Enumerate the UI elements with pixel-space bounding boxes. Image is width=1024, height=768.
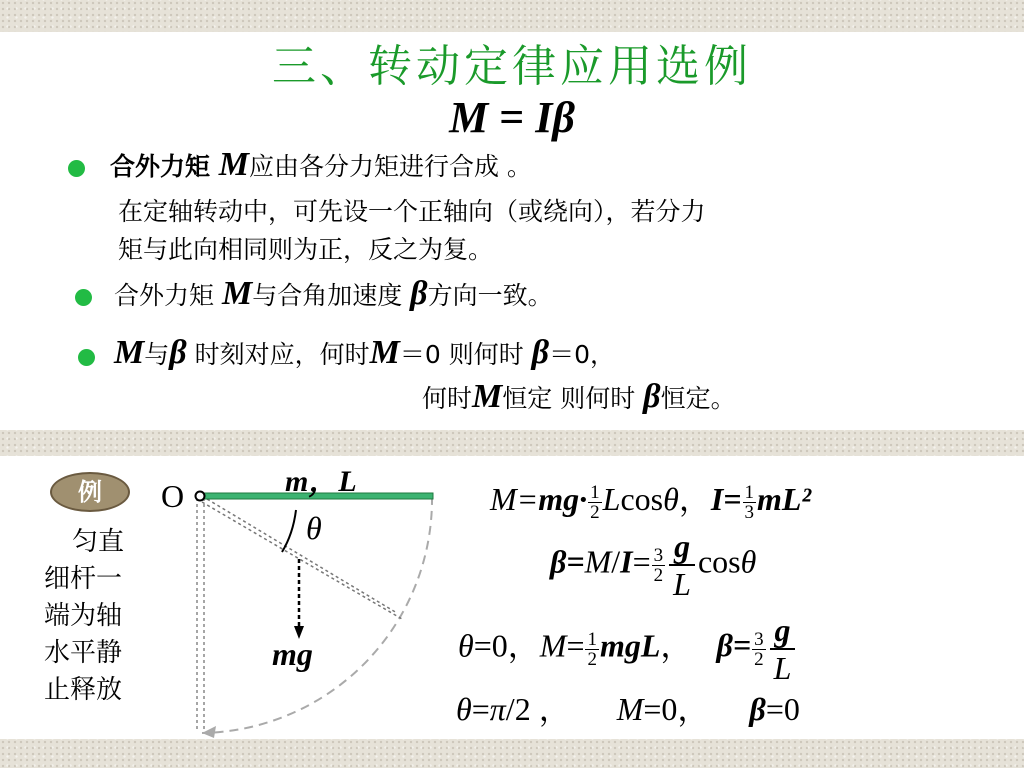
eq1-l: L: [602, 481, 621, 517]
eq3-eq: =: [566, 627, 585, 664]
eq1-frac-den: 2: [590, 502, 600, 524]
eq3-eq0: =0，: [473, 627, 540, 664]
top-texture-band: [0, 0, 1024, 32]
bullet-2-var-beta: β: [410, 275, 428, 312]
eq1-frac-num: 1: [590, 482, 600, 504]
example-description: [44, 524, 124, 709]
eq3-frac2-num: 3: [754, 628, 764, 650]
bullet-2-text-b: 与合角加速度: [252, 281, 411, 310]
eq1-frac2-num: 1: [744, 482, 755, 504]
desc-line-3: 端为轴: [44, 601, 123, 631]
eq4-eq0b: =0: [765, 691, 800, 727]
eq1-comma: ，: [678, 481, 711, 517]
eq2-frac-num: 3: [653, 544, 664, 566]
example-badge: 例: [50, 472, 130, 512]
formula-rhs-i: I: [535, 93, 553, 142]
page-title: 三、转动定律应用选例: [272, 41, 752, 92]
bullet-3-var-m3: M: [472, 378, 503, 415]
bullet-3-text-b: 时刻对应，何时: [186, 340, 370, 369]
eq1-fraction-half: [588, 483, 602, 522]
bottom-texture-band: [0, 739, 1024, 768]
bullet-1-line-1: [110, 146, 532, 184]
eq4-eq: =: [471, 691, 490, 727]
angle-arc: [282, 510, 296, 552]
equation-3: [458, 614, 798, 684]
eq2-frac-den: 2: [653, 564, 664, 586]
bullet-3-text-g: 恒定。: [660, 384, 736, 413]
eq3-frac-num: 1: [587, 628, 597, 650]
desc-line-1: 匀直: [72, 527, 125, 557]
bullet-3-text-a: 与: [144, 340, 170, 369]
bullet-1-line-2: 在定轴转动中，可先设一个正轴向（或绕向），若分力: [118, 197, 706, 226]
bullet-dot-1: [68, 160, 85, 177]
formula-rhs-beta: β: [552, 93, 575, 142]
eq3-frac3-num: g: [770, 614, 796, 650]
bullet-dot-3: [78, 349, 95, 366]
eq2-m: M: [584, 543, 612, 580]
eq2-eq: =: [632, 543, 651, 580]
eq1-m: M=: [490, 481, 539, 517]
eq1-theta: θ: [663, 481, 679, 517]
eq1-cos: cos: [620, 481, 664, 517]
bullet-1-text-a: 合外力矩: [110, 152, 219, 181]
desc-line-5: 止释放: [44, 675, 123, 705]
bullet-3-line-2: [422, 378, 736, 416]
bullet-3-var-beta2: β: [531, 334, 550, 371]
eq4-theta: θ: [456, 691, 472, 727]
bullet-3-text-d: ＝0，: [549, 340, 615, 369]
eq3-fraction-3-2: [752, 630, 766, 669]
formula-eq: =: [488, 93, 536, 142]
bullet-3-text-f: 恒定 则何时: [502, 384, 644, 413]
angle-label: θ: [306, 510, 322, 546]
tilted-rod-edge-2: [202, 502, 402, 619]
bullet-3-text-c: ＝0 则何时: [399, 340, 532, 369]
eq2-cos: cos: [697, 543, 741, 580]
eq2-theta: θ: [740, 543, 757, 580]
eq3-beta: β=: [716, 627, 752, 664]
equation-4: [456, 684, 800, 730]
eq1-i: I=: [710, 481, 742, 517]
eq1-frac2-den: 3: [744, 502, 755, 524]
bullet-1-var-m: M: [218, 146, 249, 183]
middle-texture-band: [0, 430, 1024, 456]
eq3-comma: ，: [660, 627, 693, 664]
eq2-slash: /: [611, 543, 621, 580]
eq1-mg: mg·: [538, 481, 588, 517]
eq2-frac2-den: L: [673, 566, 691, 602]
eq3-mgl: mgL: [599, 627, 661, 664]
eq3-m: M: [539, 627, 567, 664]
eq3-frac3-den: L: [773, 650, 792, 686]
eq4-m: M: [616, 691, 644, 727]
formula-lhs: M: [449, 93, 489, 142]
bullet-1-text-b: 应由各分力矩进行合成 。: [248, 152, 532, 181]
equation-2: [550, 530, 756, 600]
bullet-2-text-c: 方向一致。: [427, 281, 553, 310]
desc-line-2: 细杆一: [44, 564, 123, 594]
eq3-frac-den: 2: [587, 648, 597, 670]
eq4-pi: π: [489, 691, 506, 727]
eq4-eq0: =0，: [643, 691, 710, 727]
eq1-ml2: mL²: [757, 481, 812, 517]
eq3-theta: θ: [458, 627, 474, 664]
bullet-3-text-e: 何时: [422, 384, 473, 413]
eq2-fraction-g-l: [669, 530, 695, 600]
rod-label: m，L: [285, 465, 357, 498]
desc-line-4: 水平静: [44, 638, 123, 668]
bullet-2-text-a: 合外力矩: [114, 281, 222, 310]
eq2-fraction-3-2: [652, 546, 666, 585]
eq2-beta: β=: [550, 543, 585, 580]
eq2-frac2-num: g: [669, 530, 695, 566]
bullet-2-var-m: M: [221, 275, 253, 312]
eq2-i: I: [620, 543, 633, 580]
bullet-2-line: [114, 275, 553, 313]
eq1-fraction-third: [743, 483, 757, 522]
force-label: mg: [272, 636, 313, 672]
eq4-half: /2 ，: [505, 691, 571, 727]
bullet-3-line-1: [114, 334, 615, 372]
eq3-frac2-den: 2: [754, 648, 764, 670]
main-formula: [0, 92, 1024, 143]
bullet-3-var-beta: β: [169, 334, 187, 371]
bullet-3-var-beta3: β: [643, 378, 661, 415]
bullet-dot-2: [75, 289, 92, 306]
eq4-beta: β: [749, 691, 766, 727]
pivot-point: [196, 492, 205, 501]
pivot-label: O: [161, 478, 185, 514]
eq3-fraction-half: [585, 630, 599, 669]
bullet-3-var-m: M: [114, 334, 145, 371]
bullet-1-line-3: 矩与此向相同则为正，反之为复。: [118, 235, 494, 264]
equation-1: [490, 474, 811, 522]
eq3-fraction-g-l: [770, 614, 796, 684]
bullet-3-var-m2: M: [369, 334, 400, 371]
